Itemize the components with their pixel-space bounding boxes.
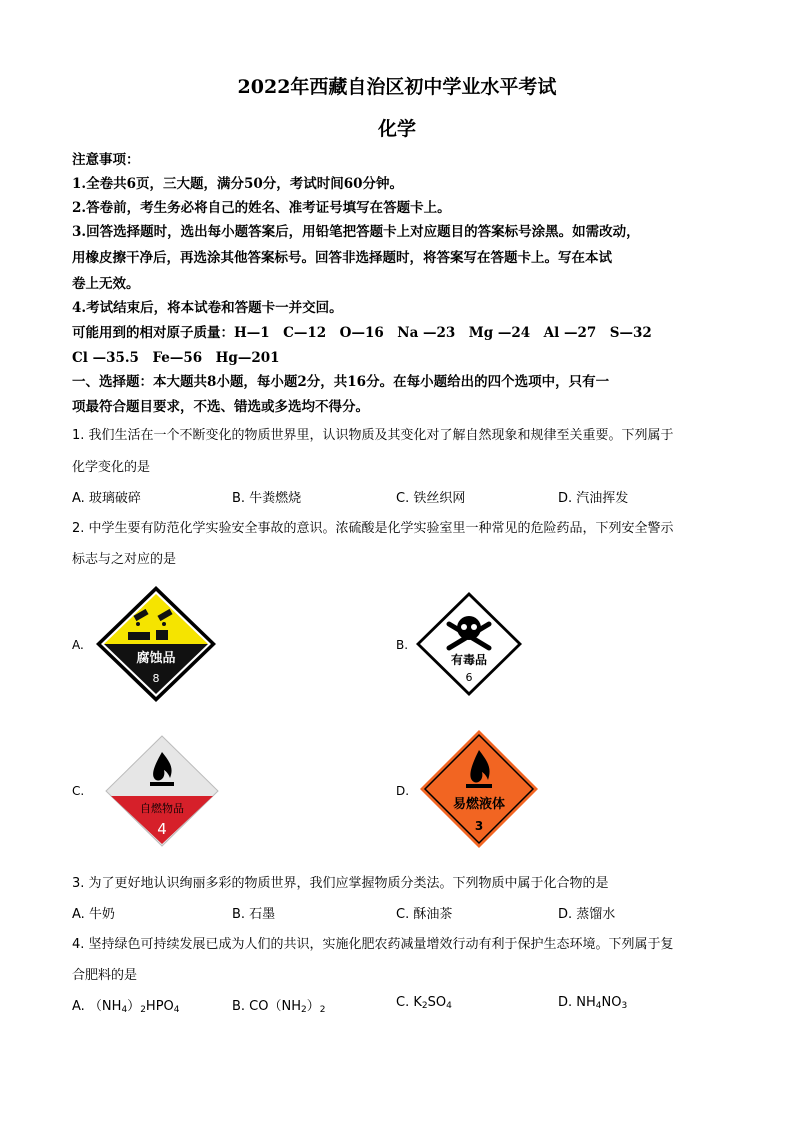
notice-item-3-line-1: 3.回答选择题时，选出每小题答案后，用铅笔把答题卡上对应题目的答案标号涂黑。如需改动，: [72, 224, 640, 240]
q2-label-c: C.: [72, 784, 85, 798]
section-1-line-2: 项最符合题目要求，不选、错选或多选均不得分。: [72, 399, 369, 415]
spontaneous-combustion-sign: [104, 734, 220, 848]
spontaneous-sign-text: 自燃物品: [140, 802, 184, 815]
q3-option-a: A. 牛奶: [72, 907, 115, 922]
notice-heading: 注意事项：: [72, 152, 140, 168]
spontaneous-sign-class: 4: [157, 820, 167, 838]
q4-option-b: B. $CO(NH_2)_2$: [232, 999, 326, 1015]
q3-option-b: B. 石墨: [232, 907, 276, 922]
notice-item-1: 1.全卷共6页，三大题，满分50分，考试时间60分钟。: [72, 176, 404, 192]
q4-stem-line-2: 合肥料的是: [72, 968, 138, 983]
q4-option-a: A. $(NH_4)_2HPO_4$: [72, 999, 180, 1015]
flammable-sign-class: 3: [474, 819, 484, 833]
q1-option-b: B. 牛粪燃烧: [232, 491, 302, 506]
flammable-sign-text: 易燃液体: [452, 797, 506, 812]
q2-stem-line-2: 标志与之对应的是: [72, 552, 177, 567]
q2-label-d: D.: [396, 784, 410, 798]
q2-stem-line-1: 2. 中学生要有防范化学实验安全事故的意识。浓硫酸是化学实验室里一种常见的危险药品，下列安全警示: [72, 521, 674, 536]
q4-option-c: C. $K_2SO_4$: [396, 995, 452, 1011]
q3-option-c: C. 酥油茶: [396, 907, 453, 922]
q3-option-d: D. 蒸馏水: [558, 907, 616, 922]
notice-item-2: 2.答卷前，考生务必将自己的姓名、准考证号填写在答题卡上。: [72, 200, 451, 216]
q2-label-b: B.: [396, 638, 409, 652]
q1-option-c: C. 铁丝织网: [396, 491, 466, 506]
atomic-mass-line-1: 可能用到的相对原子质量：H—1 C—12 O—16 Na —23 Mg —24 Al —27 S—32: [72, 325, 652, 341]
section-1-line-1: 一、选择题：本大题共8小题，每小题2分，共16分。在每小题给出的四个选项中，只有一: [72, 374, 610, 390]
flammable-liquid-sign: [418, 728, 540, 850]
notice-item-4: 4.考试结束后，将本试卷和答题卡一并交回。: [72, 300, 343, 316]
corrosive-sign: [94, 584, 218, 704]
subject-title: 化学: [377, 118, 416, 140]
notice-item-3-line-2: 用橡皮擦干净后，再选涂其他答案标号。回答非选择题时，将答案写在答题卡上。写在本试: [72, 250, 612, 266]
q3-stem-line-1: 3. 为了更好地认识绚丽多彩的物质世界，我们应掌握物质分类法。下列物质中属于化合物的是: [72, 876, 609, 891]
notice-item-3-line-3: 卷上无效。: [72, 276, 140, 292]
q1-option-a: A. 玻璃破碎: [72, 491, 141, 506]
toxic-sign-class: 6: [465, 671, 473, 684]
q1-stem-line-1: 1. 我们生活在一个不断变化的物质世界里，认识物质及其变化对了解自然现象和规律至关重要。下列属于: [72, 428, 674, 443]
corrosive-sign-text: 腐蚀品: [136, 651, 176, 666]
atomic-mass-line-2: Cl —35.5 Fe—56 Hg—201: [72, 350, 280, 366]
toxic-sign-text: 有毒品: [450, 653, 488, 667]
exam-title: 2022年西藏自治区初中学业水平考试: [237, 76, 557, 98]
skull-icon: [457, 616, 481, 640]
q1-stem-line-2: 化学变化的是: [72, 460, 151, 475]
corrosive-sign-class: 8: [152, 672, 160, 685]
q4-stem-line-1: 4. 坚持绿色可持续发展已成为人们的共识，实施化肥农药减量增效行动有利于保护生态环境。下列属于复: [72, 937, 674, 952]
q1-option-d: D. 汽油挥发: [558, 491, 629, 506]
q4-option-d: D. $NH_4NO_3$: [558, 995, 628, 1011]
q2-label-a: A.: [72, 638, 84, 652]
toxic-sign: [414, 590, 524, 698]
